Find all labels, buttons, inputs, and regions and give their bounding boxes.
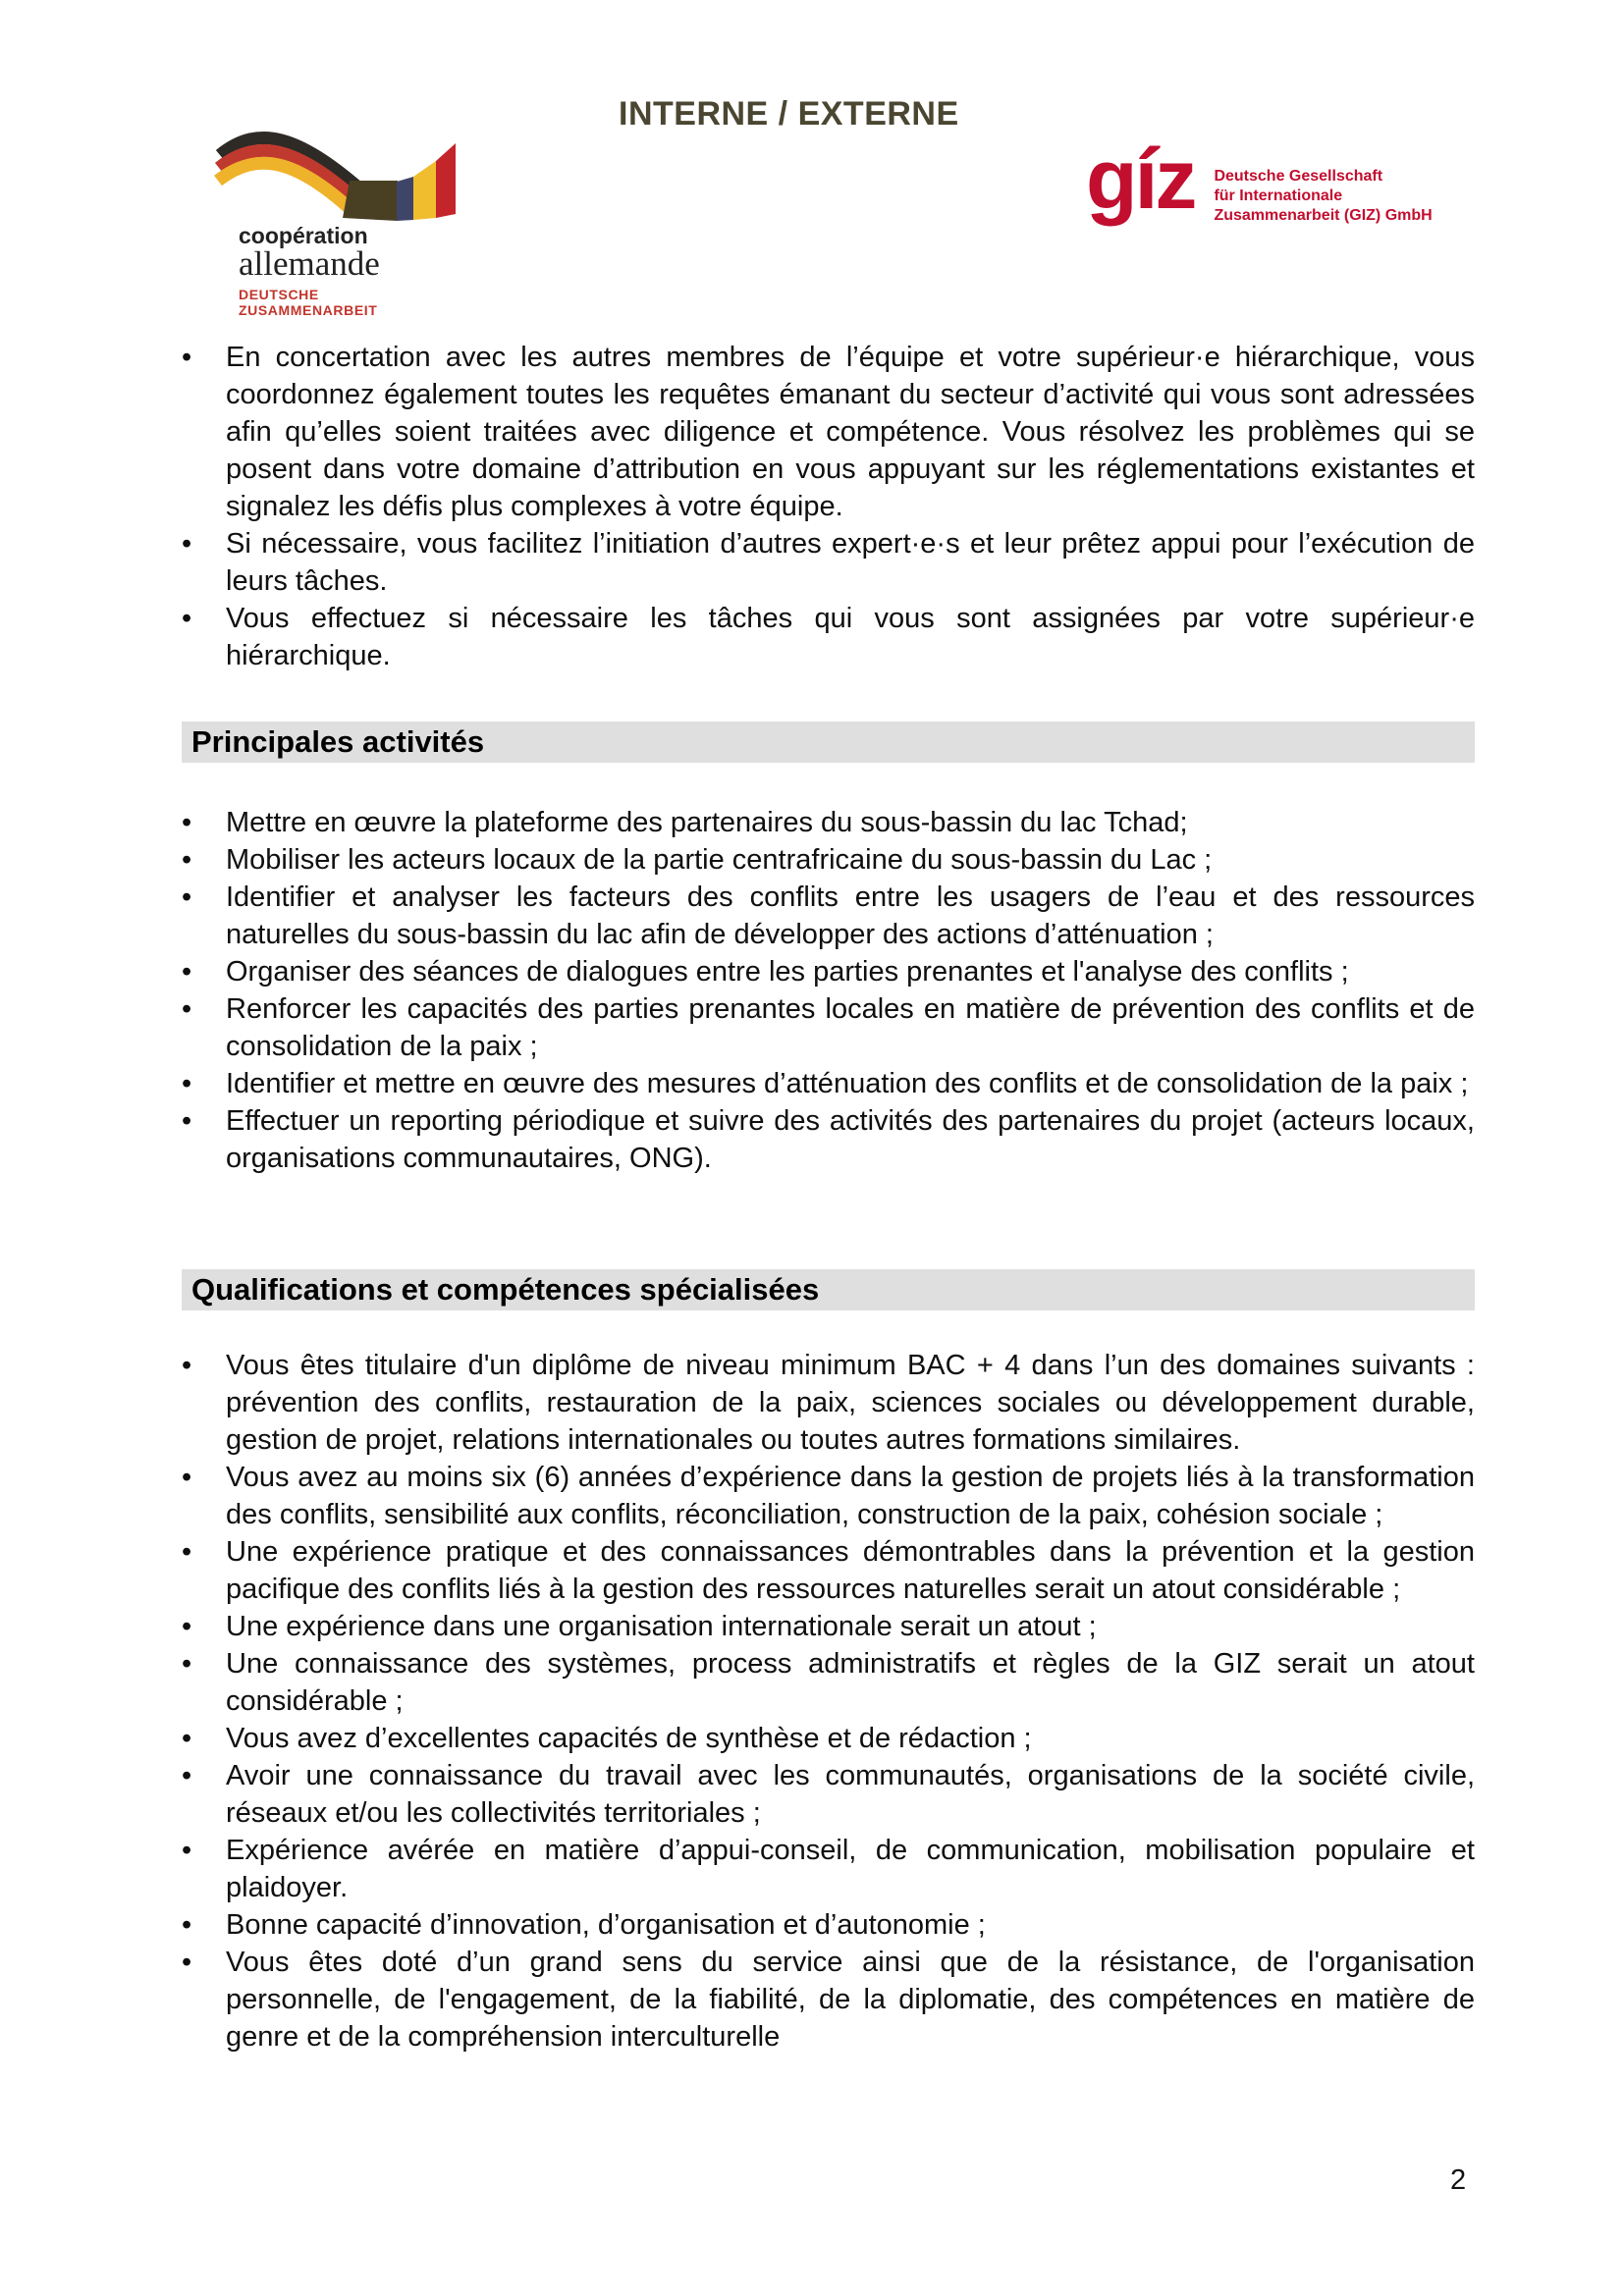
- bullet-icon: •: [182, 528, 192, 560]
- list-item: [182, 1065, 1475, 1102]
- list-item: [182, 1906, 1475, 1944]
- page-number: 2: [1450, 2164, 1467, 2196]
- bullet-icon: •: [182, 1723, 192, 1754]
- bullet-icon: •: [182, 1105, 192, 1137]
- coop-logo-word-cooperation: coopération: [239, 223, 368, 248]
- list-item: [182, 339, 1475, 525]
- list-item-text: Si nécessaire, vous facilitez l’initiation d’autres expert·e·s et leur prêtez appui pour l’exécution de leurs tâches.: [226, 528, 1475, 597]
- list-item: [182, 1944, 1475, 2056]
- list-item-text: Identifier et analyser les facteurs des conflits entre les usagers de l’eau et des ressources naturelles du sous-bassin du lac afin de développer des actions d’atténuation ;: [226, 881, 1475, 950]
- list-item: [182, 1347, 1475, 1459]
- bullet-icon: •: [182, 1611, 192, 1642]
- coop-logo-word-allemande: allemande: [239, 244, 380, 283]
- list-item: [182, 600, 1475, 674]
- principales-activites-list: [182, 804, 1475, 1177]
- list-item: [182, 953, 1475, 990]
- bullet-icon: •: [182, 1068, 192, 1099]
- list-item-text: Bonne capacité d’innovation, d’organisation et d’autonomie ;: [226, 1909, 986, 1941]
- list-item-text: Mettre en œuvre la plateforme des partenaires du sous-bassin du lac Tchad;: [226, 807, 1188, 838]
- bullet-icon: •: [182, 1462, 192, 1493]
- giz-tagline-line1: Deutsche Gesellschaft: [1214, 168, 1383, 185]
- list-item-text: Expérience avérée en matière d’appui-conseil, de communication, mobilisation populaire et plaidoyer.: [226, 1835, 1475, 1903]
- list-item: [182, 1757, 1475, 1832]
- bullet-icon: •: [182, 1648, 192, 1680]
- list-item-text: Vous êtes titulaire d'un diplôme de niveau minimum BAC + 4 dans l’un des domaines suivants : prévention des conflits, restauration de la paix, sciences sociales ou développement durable, gestion de projet, relations internationales ou toutes autres formations similaires.: [226, 1350, 1475, 1456]
- bullet-icon: •: [182, 881, 192, 913]
- list-item-text: Vous effectuez si nécessaire les tâches qui vous sont assignées par votre supérieur·e hiérarchique.: [226, 603, 1475, 671]
- bullet-icon: •: [182, 993, 192, 1025]
- list-item-text: Vous avez au moins six (6) années d’expérience dans la gestion de projets liés à la transformation des conflits, sensibilité aux conflits, réconciliation, construction de la paix, cohésion sociale ;: [226, 1462, 1475, 1530]
- list-item: [182, 879, 1475, 953]
- bullet-icon: •: [182, 956, 192, 988]
- giz-logo: [1086, 133, 1433, 227]
- giz-wordmark: gíz: [1086, 133, 1195, 227]
- bullet-icon: •: [182, 342, 192, 373]
- section-heading-qualifications: Qualifications et compétences spécialisées: [182, 1269, 1475, 1310]
- bullet-icon: •: [182, 1947, 192, 1978]
- intro-bullet-list: [182, 339, 1475, 674]
- list-item-text: Organiser des séances de dialogues entre les parties prenantes et l'analyse des conflits ;: [226, 956, 1349, 988]
- bullet-icon: •: [182, 1760, 192, 1791]
- list-item: [182, 804, 1475, 841]
- list-item-text: Effectuer un reporting périodique et suivre des activités des partenaires du projet (acteurs locaux, organisations communautaires, ONG).: [226, 1105, 1475, 1174]
- bullet-icon: •: [182, 844, 192, 876]
- list-item: [182, 1608, 1475, 1645]
- giz-tagline: [1214, 167, 1432, 226]
- bullet-icon: •: [182, 1350, 192, 1381]
- giz-tagline-line2: für Internationale: [1214, 187, 1343, 204]
- list-item-text: Mobiliser les acteurs locaux de la partie centrafricaine du sous-bassin du Lac ;: [226, 844, 1213, 876]
- bullet-icon: •: [182, 603, 192, 634]
- list-item-text: En concertation avec les autres membres de l’équipe et votre supérieur·e hiérarchique, vous coordonnez également toutes les requêtes émanant du secteur d’activité qui vous sont adressées afin qu’elles soient traitées avec diligence et compétence. Vous résolvez les problèmes qui se posent dans votre domaine d’attribution en vous appuyant sur les réglementations existantes et signalez les défis plus complexes à votre équipe.: [226, 342, 1475, 522]
- bullet-icon: •: [182, 807, 192, 838]
- list-item-text: Avoir une connaissance du travail avec les communautés, organisations de la société civile, réseaux et/ou les collectivités territoriales ;: [226, 1760, 1475, 1829]
- list-item: [182, 841, 1475, 879]
- qualifications-list: [182, 1347, 1475, 2056]
- list-item: [182, 1720, 1475, 1757]
- list-item-text: Une expérience pratique et des connaissances démontrables dans la prévention et la gestion pacifique des conflits liés à la gestion des ressources naturelles serait un atout considérable ;: [226, 1536, 1475, 1605]
- list-item: [182, 1533, 1475, 1608]
- section-heading-principales-activites: Principales activités: [182, 721, 1475, 763]
- list-item: [182, 1102, 1475, 1177]
- coop-logo-subtitle: DEUTSCHE ZUSAMMENARBEIT: [239, 287, 378, 318]
- german-cooperation-ribbon-icon: [214, 126, 456, 224]
- list-item-text: Renforcer les capacités des parties prenantes locales en matière de prévention des conflits et de consolidation de la paix ;: [226, 993, 1475, 1062]
- list-item: [182, 1832, 1475, 1906]
- list-item: [182, 1645, 1475, 1720]
- bullet-icon: •: [182, 1909, 192, 1941]
- list-item: [182, 525, 1475, 600]
- list-item-text: Vous êtes doté d’un grand sens du service ainsi que de la résistance, de l'organisation personnelle, de l'engagement, de la fiabilité, de la diplomatie, des compétences en matière de genre et de la compréhension interculturelle: [226, 1947, 1475, 2053]
- list-item: [182, 990, 1475, 1065]
- list-item: [182, 1459, 1475, 1533]
- bullet-icon: •: [182, 1835, 192, 1866]
- list-item-text: Une expérience dans une organisation internationale serait un atout ;: [226, 1611, 1097, 1642]
- giz-tagline-line3: Zusammenarbeit (GIZ) GmbH: [1214, 207, 1433, 224]
- list-item-text: Identifier et mettre en œuvre des mesures d’atténuation des conflits et de consolidation de la paix ;: [226, 1068, 1469, 1099]
- german-cooperation-logo: [214, 126, 460, 318]
- list-item-text: Vous avez d’excellentes capacités de synthèse et de rédaction ;: [226, 1723, 1032, 1754]
- bullet-icon: •: [182, 1536, 192, 1568]
- list-item-text: Une connaissance des systèmes, process administratifs et règles de la GIZ serait un atout considérable ;: [226, 1648, 1475, 1717]
- page-title: INTERNE / EXTERNE: [619, 95, 959, 133]
